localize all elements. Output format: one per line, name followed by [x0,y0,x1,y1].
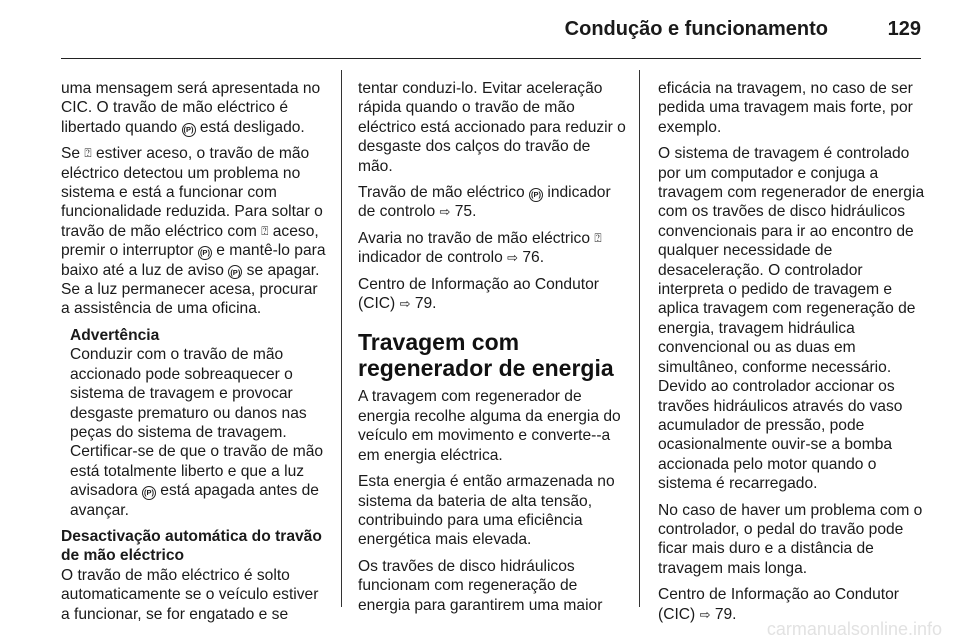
paragraph: A travagem com regenerador de energia recolhe alguma da energia do veículo em movimento e converte--a em energia eléctrica. [358,388,621,464]
cross-reference: Centro de Informação ao Condutor (CIC) ⇨ 79. [658,586,899,623]
brake-fault-icon: ⍰ [261,223,269,238]
warning-text: Conduzir com o travão de mão accionado pode sobreaquecer o sistema de travagem e provocar desgaste prematuro ou danos nas peças do sistema de travagem. Certificar-se de que o travão de mão está totalmente liberto e que a luz avisadora (P) está apagada antes de avançar. [70,346,324,519]
section-heading: Travagem com regenerador de energia [358,329,614,382]
paragraph: Esta energia é então armazenada no sistema da bateria de alta tensão, contribuindo para uma eficiência energética mais elevada. [358,473,615,549]
column-divider-2 [639,70,640,607]
parking-brake-icon: (P) [142,486,156,500]
paragraph: Os travões de disco hidráulicos funcionam com regeneração de energia para garantirem uma maior [358,557,603,614]
subsection-heading: Desactivação automática do travão de mão eléctrico [61,527,322,565]
paragraph: O travão de mão eléctrico é solto automaticamente se o veículo estiver a funcionar, se for engatado e se [61,566,319,623]
paragraph: tentar conduzi-lo. Evitar aceleração rápida quando o travão de mão eléctrico está accionado para reduzir o desgaste dos calços do travão de mão. [358,80,626,175]
page-ref-arrow-icon: ⇨ [439,204,451,220]
page-ref-arrow-icon: ⇨ [507,250,519,266]
watermark: carmanualsonline.info [766,619,942,639]
brake-fault-icon: ⍰ [84,146,92,161]
parking-brake-icon: (P) [529,188,543,202]
page-number: 129 [887,18,921,40]
warning-box [61,326,327,520]
page-title: Condução e funcionamento [564,18,828,40]
cross-reference: Centro de Informação ao Condutor (CIC) ⇨ 79. [358,275,599,313]
paragraph: uma mensagem será apresentada no CIC. O travão de mão eléctrico é libertado quando (P) está desligado. [61,80,321,136]
warning-heading: Advertência [70,326,160,344]
column-3 [658,79,926,631]
paragraph: Se ⍰ estiver aceso, o travão de mão eléctrico detectou um problema no sistema e está a funcionar com funcionalidade reduzida. Para soltar o travão de mão eléctrico com ⍰ aceso, premir o interruptor (P) e mantê-lo para baixo até a luz de aviso (P) se apagar. Se a luz permanecer acesa, procurar a assistência de uma oficina. [61,145,326,318]
header-divider [61,58,921,59]
paragraph: O sistema de travagem é controlado por um computador e conjuga a travagem com regenerador de energia com os travões de disco hidráulicos convencionais para ir ao encontro de qualquer necessidade de desaceleração. O controlador interpreta o pedido de travagem e aplica travagem com regeneração de energia, travagem hidráulica convencional ou as duas em simultâneo, conforme necessário. Devido ao controlador accionar os travões hidráulicos através do vaso acumulador de pressão, pode ocasionalmente ouvir-se a bomba accionada pelo motor quando o sistema é recarregado. [658,145,925,493]
parking-brake-icon: (P) [198,246,212,260]
page-ref-arrow-icon: ⇨ [699,606,711,622]
brake-fault-icon: ⍰ [594,230,602,245]
parking-brake-icon: (P) [182,123,196,137]
column-divider-1 [341,70,342,607]
paragraph: No caso de haver um problema com o controlador, o pedal do travão pode ficar mais duro e a distância de travagem mais longa. [658,501,923,577]
page-ref-arrow-icon: ⇨ [399,296,411,312]
column-2 [358,79,626,622]
parking-brake-icon: (P) [228,265,242,279]
cross-reference: Avaria no travão de mão eléctrico ⍰ indicador de controlo ⇨ 76. [358,229,602,267]
cross-reference: Travão de mão eléctrico (P) indicador de controlo ⇨ 75. [358,184,611,221]
column-1 [61,79,327,631]
paragraph: eficácia na travagem, no caso de ser pedida uma travagem mais forte, por exemplo. [658,80,913,136]
